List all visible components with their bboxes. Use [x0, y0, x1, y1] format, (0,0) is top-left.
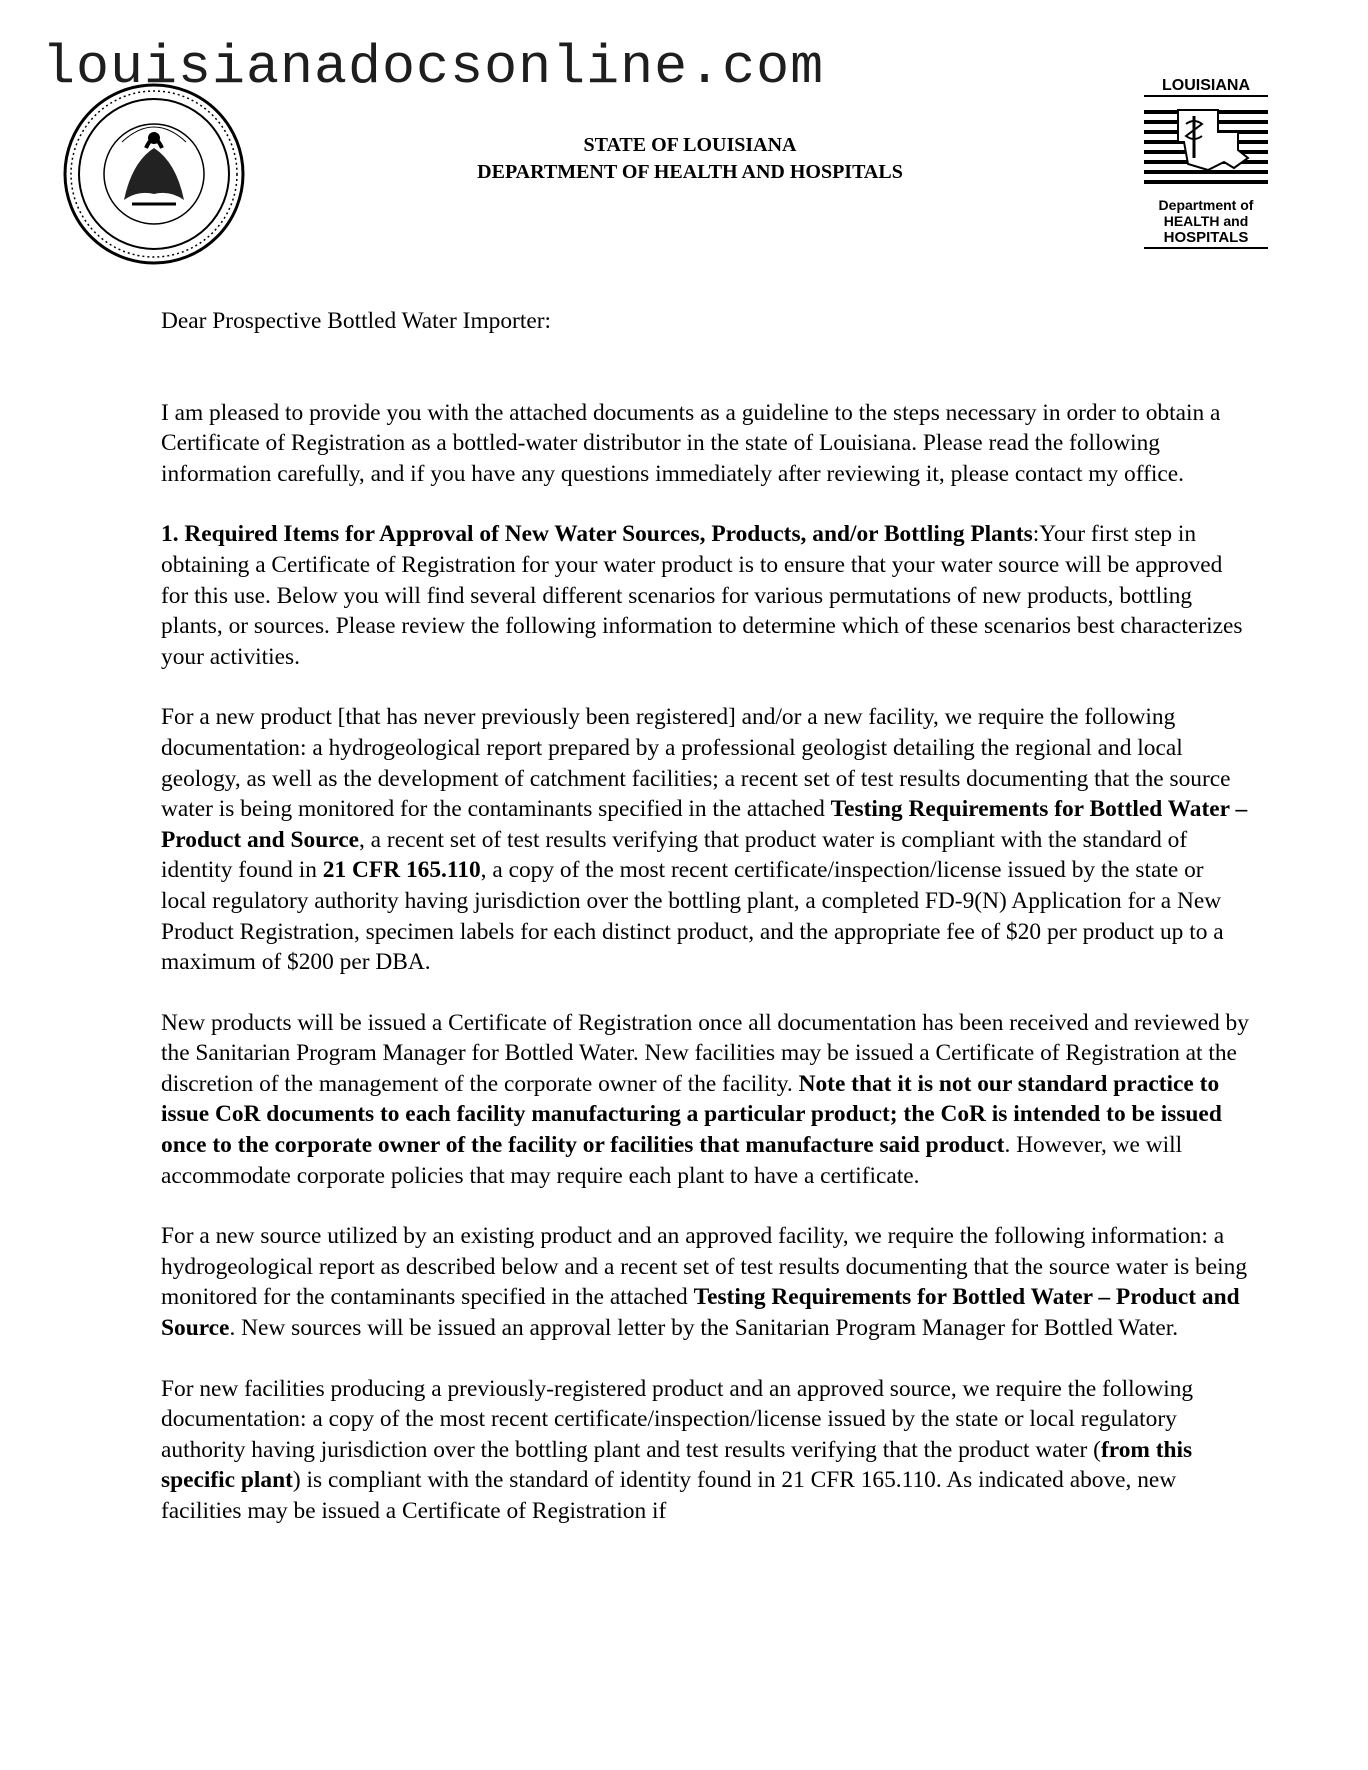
section-1-heading: 1. Required Items for Approval of New Water Sources, Products, and/or Bottling Plants [161, 521, 1033, 548]
letterhead-title [430, 132, 950, 186]
testing-requirements-ref: Testing Requirements for Bottled Water – Product and Source [161, 1284, 1240, 1342]
text-run: For new facilities producing a previously-registered product and an approved source, we require the following documentation: a copy of the most recent certificate/inspection/license issued by the state or local regulatory authority having jurisdiction over the bottling plant and test results verifying that the product water ( [161, 1375, 1194, 1463]
logo-bottom-text-3: HOSPITALS [1163, 229, 1249, 246]
text-run: ) is compliant with the standard of identity found in 21 CFR 165.110. As indicated above, new facilities may be issued a Certificate of Registration if [161, 1467, 1177, 1524]
website-watermark: louisianadocsonline.com [42, 36, 825, 99]
logo-bottom-text-1: Department of [1158, 197, 1254, 213]
text-run: For a new source utilized by an existing product and an approved facility, we require the following information: a hydrogeological report as described below and a recent set of test results documenting that the source water is being monitored for the contaminants specified in the attached [161, 1223, 1248, 1311]
testing-requirements-ref: Testing Requirements for Bottled Water – Product and Source [161, 796, 1248, 853]
text-run: New products will be issued a Certificate of Registration once all documentation has been received and reviewed by the Sanitarian Program Manager for Bottled Water. New facilities may be issued a Certificate of Registration at the discretion of the management of the corporate owner of the facility. [161, 1009, 1249, 1097]
new-source-paragraph [161, 1221, 1251, 1343]
state-seal-icon [62, 82, 246, 266]
cfr-ref: 21 CFR 165.110 [322, 857, 481, 884]
standard-practice-note: Note that it is not our standard practice to issue CoR documents to each facility manufacturing a particular product; the CoR is intended to be issued once to the corporate owner of the facility or facilities that manufacture said product [161, 1070, 1222, 1159]
issue-paragraph [161, 1008, 1251, 1192]
new-product-paragraph [161, 702, 1251, 977]
text-run: . However, we will accommodate corporate policies that may require each plant to have a certificate. [161, 1132, 1183, 1189]
intro-paragraph: I am pleased to provide you with the attached documents as a guideline to the steps necessary in order to obtain a Certificate of Registration as a bottled-water distributor in the state of Louisiana. Please read the following information carefully, and if you have any questions immediately after reviewing it, please contact my office. [161, 399, 1221, 487]
state-name: STATE OF LOUISIANA [583, 134, 797, 156]
dhh-logo-icon [1138, 72, 1274, 252]
section-1-text: :Your first step in obtaining a Certificate of Registration for your water product is to ensure that your water source will be approved for this use. Below you will find several different scenarios for various permutations of new products, bottling plants, or sources. Please review the following information to determine which of these scenarios best characterizes your activities. [161, 521, 1243, 670]
section-1-paragraph [161, 519, 1251, 672]
department-name: DEPARTMENT OF HEALTH AND HOSPITALS [477, 161, 903, 183]
new-facility-paragraph [161, 1374, 1251, 1527]
specific-plant-emphasis: from this specific plant [161, 1436, 1193, 1494]
text-run: For a new product [that has never previously been registered] and/or a new facility, we require the following documentation: a hydrogeological report prepared by a professional geologist detailing the regional and local geology, as well as the development of catchment facilities; a recent set of test results documenting that the source water is being monitored for the contaminants specified in the attached [161, 704, 1231, 823]
letter-body [161, 306, 1251, 1557]
logo-bottom-text-2: HEALTH and [1163, 213, 1249, 229]
text-run: , a recent set of test results verifying that product water is compliant with the standard of identity found in [161, 826, 1188, 884]
text-run: . New sources will be issued an approval letter by the Sanitarian Program Manager for Bottled Water. [229, 1315, 1179, 1342]
logo-top-text: LOUISIANA [1162, 77, 1250, 94]
text-run: , a copy of the most recent certificate/inspection/license issued by the state or local regulatory authority having jurisdiction over the bottling plant, a completed FD-9(N) Application for a New Product Registration, specimen labels for each distinct product, and the appropriate fee of $20 per product up to a maximum of $200 per DBA. [161, 857, 1224, 976]
salutation: Dear Prospective Bottled Water Importer: [161, 308, 551, 334]
